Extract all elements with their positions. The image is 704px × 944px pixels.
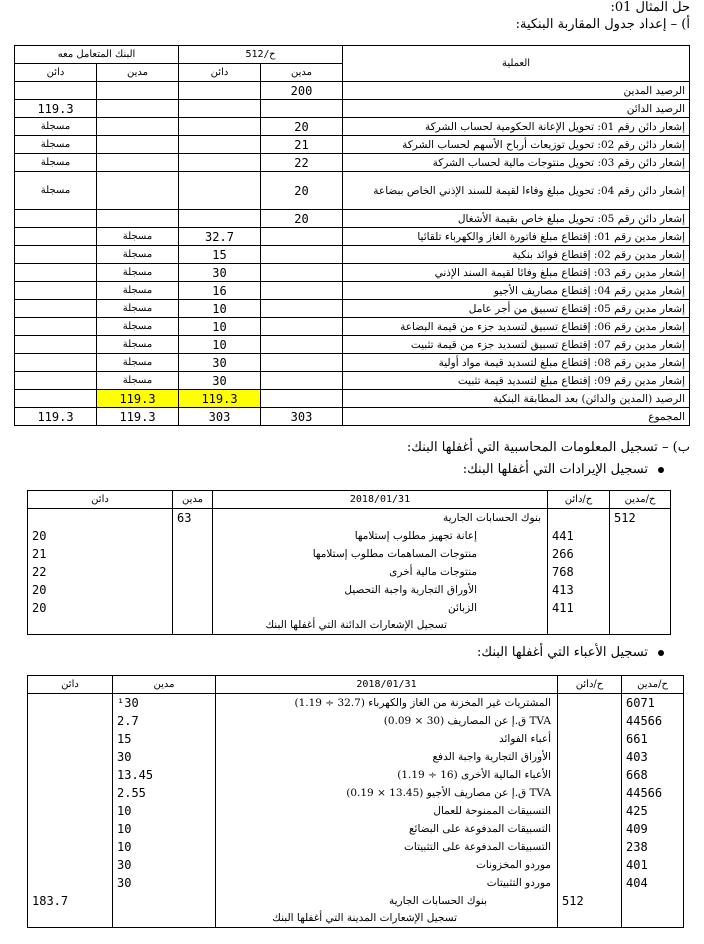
credit-account: 266 xyxy=(548,545,610,563)
table-row xyxy=(15,210,690,228)
debit-account xyxy=(610,563,671,581)
section-b-heading: ب) – تسجيل المعلومات المحاسبية التي أغفلها البنك: xyxy=(406,440,690,455)
journal-row xyxy=(28,784,684,802)
bank-credit-cell: مسجلة xyxy=(15,118,97,136)
credit-amount xyxy=(28,712,113,730)
debit-account: 44566 xyxy=(622,784,684,802)
debit-account xyxy=(610,581,671,599)
bank-debit-cell: مسجلة xyxy=(97,372,179,390)
bank-credit-cell xyxy=(15,300,97,318)
empty-cell xyxy=(610,617,671,635)
expenses-journal-table xyxy=(27,675,684,928)
bank-credit-cell xyxy=(15,390,97,408)
account-credit-cell: 32.7 xyxy=(179,228,261,246)
bank-debit-cell xyxy=(97,136,179,154)
bank-credit-cell: مسجلة xyxy=(15,172,97,210)
table-row xyxy=(15,336,690,354)
bank-debit-cell xyxy=(97,154,179,172)
entry-description: الأعباء المالية الأخرى (16 ÷ 1.19) xyxy=(216,766,558,784)
bank-debit-cell xyxy=(97,118,179,136)
entry-description: التسبيقات المدفوعة على البضائع xyxy=(216,820,558,838)
operation-cell: إشعار مدين رقم 08: إقتطاع مبلغ لتسديد قيمة مواد أولية xyxy=(343,354,690,372)
debit-amount: 30 xyxy=(113,748,216,766)
empty-cell xyxy=(28,617,173,635)
table-row xyxy=(15,118,690,136)
bank-credit-cell: 119.3 xyxy=(15,100,97,118)
entry-description: الأوراق التجارية واجبة الدفع xyxy=(216,748,558,766)
subheader-account-debit: مدين xyxy=(261,64,343,82)
operation-cell: إشعار مدين رقم 06: إقتطاع تسبيق لتسديد جزء من قيمة البضاعة xyxy=(343,318,690,336)
entry-description: التسبيقات الممنوحة للعمال xyxy=(216,802,558,820)
operation-cell: إشعار دائن رقم 03: تحويل منتوجات مالية لحساب الشركة xyxy=(343,154,690,172)
entry-description: بنوك الحسابات الجارية xyxy=(216,892,558,910)
entry-description: إعانة تجهيز مطلوب إستلامها xyxy=(213,527,548,545)
account-credit-cell: 15 xyxy=(179,246,261,264)
entry-description: موردو المخزونات xyxy=(216,856,558,874)
credit-account: 413 xyxy=(548,581,610,599)
debit-amount: 30 xyxy=(113,874,216,892)
account-debit-cell xyxy=(261,318,343,336)
debit-amount xyxy=(173,563,213,581)
credit-amount: 22 xyxy=(28,563,173,581)
debit-account xyxy=(610,545,671,563)
bank-debit-cell xyxy=(97,82,179,100)
exp-header-date: 2018/01/31 xyxy=(216,676,558,694)
operation-cell: الرصيد المدين xyxy=(343,82,690,100)
header-bank: البنك المتعامل معه xyxy=(15,46,179,64)
section-a-heading: أ) – إعداد جدول المقاربة البنكية: xyxy=(515,17,690,32)
account-debit-cell xyxy=(261,354,343,372)
credit-amount xyxy=(28,766,113,784)
journal-row xyxy=(28,563,671,581)
account-debit-cell: 20 xyxy=(261,210,343,228)
revenues-bullet-label: تسجيل الإيرادات التي أغفلها البنك: xyxy=(462,462,648,477)
rev-header-debit: مدين xyxy=(173,491,213,509)
credit-amount xyxy=(28,509,173,527)
account-credit-cell xyxy=(179,172,261,210)
account-credit-cell: 10 xyxy=(179,336,261,354)
credit-account xyxy=(558,856,622,874)
entry-description: منتوجات مالية أخرى xyxy=(213,563,548,581)
account-credit-cell xyxy=(179,136,261,154)
bank-debit-cell xyxy=(97,100,179,118)
credit-account: 411 xyxy=(548,599,610,617)
empty-cell xyxy=(558,910,622,928)
journal-row xyxy=(28,694,684,712)
header-account-512: ح/512 xyxy=(179,46,343,64)
operation-cell: إشعار دائن رقم 01: تحويل الإعانة الحكومية لحساب الشركة xyxy=(343,118,690,136)
credit-account xyxy=(558,712,622,730)
journal-row xyxy=(28,766,684,784)
operation-cell: إشعار مدين رقم 04: إقتطاع مصاريف الأجيو xyxy=(343,282,690,300)
debit-account: 409 xyxy=(622,820,684,838)
bank-credit-cell xyxy=(15,246,97,264)
empty-cell xyxy=(622,910,684,928)
subheader-bank-credit: دائن xyxy=(15,64,97,82)
bank-reconciliation-table xyxy=(14,45,690,426)
account-debit-cell: 20 xyxy=(261,118,343,136)
empty-cell xyxy=(28,910,113,928)
account-debit-cell: 20 xyxy=(261,172,343,210)
operation-cell: إشعار مدين رقم 02: إقتطاع فوائد بنكية xyxy=(343,246,690,264)
credit-amount xyxy=(28,748,113,766)
bank-credit-cell xyxy=(15,264,97,282)
debit-account: 425 xyxy=(622,802,684,820)
credit-account xyxy=(548,509,610,527)
debit-account: 403 xyxy=(622,748,684,766)
entry-footer: تسجيل الإشعارات المدينة التي أغفلها البنك xyxy=(216,910,558,928)
account-credit-cell xyxy=(179,82,261,100)
table-row xyxy=(15,372,690,390)
account-credit-cell: 10 xyxy=(179,318,261,336)
bank-credit-cell xyxy=(15,82,97,100)
debit-amount xyxy=(173,599,213,617)
operation-cell: إشعار دائن رقم 05: تحويل مبلغ خاص بقيمة الأشغال xyxy=(343,210,690,228)
debit-account: 668 xyxy=(622,766,684,784)
debit-amount: 13.45 xyxy=(113,766,216,784)
table-row xyxy=(15,300,690,318)
journal-row xyxy=(28,581,671,599)
rev-header-date: 2018/01/31 xyxy=(213,491,548,509)
bank-debit-cell: مسجلة xyxy=(97,300,179,318)
operation-cell: إشعار مدين رقم 07: إقتطاع تسبيق لتسديد جزء من قيمة تثبيت xyxy=(343,336,690,354)
journal-row xyxy=(28,545,671,563)
subheader-account-credit: دائن xyxy=(179,64,261,82)
exp-header-debit-account: ح/مدين xyxy=(622,676,684,694)
journal-row xyxy=(28,748,684,766)
journal-row xyxy=(28,527,671,545)
entry-description: TVA ق.إ عن المصاريف (30 × 0.09) xyxy=(216,712,558,730)
bank-credit-cell xyxy=(15,228,97,246)
operation-cell: إشعار دائن رقم 02: تحويل توزيعات أرباح الأسهم لحساب الشركة xyxy=(343,136,690,154)
credit-account xyxy=(558,838,622,856)
bullet-icon xyxy=(658,650,664,656)
entry-description: منتوجات المساهمات مطلوب إستلامها xyxy=(213,545,548,563)
credit-amount xyxy=(28,730,113,748)
entry-description: أعباء الفوائد xyxy=(216,730,558,748)
table-row xyxy=(15,100,690,118)
debit-amount xyxy=(173,581,213,599)
debit-account xyxy=(610,527,671,545)
table-row xyxy=(15,82,690,100)
journal-row xyxy=(28,874,684,892)
credit-account xyxy=(558,820,622,838)
table-row xyxy=(15,228,690,246)
debit-account: 661 xyxy=(622,730,684,748)
entry-description: التسبيقات المدفوعة على التثبيتات xyxy=(216,838,558,856)
exp-header-credit-account: ح/دائن xyxy=(558,676,622,694)
account-credit-cell: 10 xyxy=(179,300,261,318)
credit-amount: 183.7 xyxy=(28,892,113,910)
credit-amount xyxy=(28,802,113,820)
account-debit-cell xyxy=(261,390,343,408)
credit-amount xyxy=(28,856,113,874)
account-debit-cell xyxy=(261,282,343,300)
table-row xyxy=(15,246,690,264)
operation-cell: إشعار مدين رقم 03: إقتطاع مبلغ وفائا لقيمة السند الإذني xyxy=(343,264,690,282)
debit-account: 512 xyxy=(610,509,671,527)
debit-amount: 10 xyxy=(113,820,216,838)
credit-amount xyxy=(28,694,113,712)
debit-amount xyxy=(113,892,216,910)
bullet-icon xyxy=(658,467,664,473)
exp-header-credit: دائن xyxy=(28,676,113,694)
expenses-bullet xyxy=(477,645,664,660)
journal-row xyxy=(28,892,684,910)
journal-row xyxy=(28,856,684,874)
exp-header-debit: مدين xyxy=(113,676,216,694)
journal-row xyxy=(28,599,671,617)
table-row xyxy=(15,154,690,172)
credit-account xyxy=(558,766,622,784)
table-row xyxy=(15,172,690,210)
entry-description: الزبائن xyxy=(213,599,548,617)
bank-credit-cell: مسجلة xyxy=(15,154,97,172)
debit-amount xyxy=(173,527,213,545)
credit-account xyxy=(558,874,622,892)
header-operation: العملية xyxy=(343,46,690,82)
table-row xyxy=(15,390,690,408)
account-debit-cell: 21 xyxy=(261,136,343,154)
operation-cell: إشعار مدين رقم 01: إقتطاع مبلغ فاتورة الغاز والكهرباء تلقائيا xyxy=(343,228,690,246)
bank-debit-cell: مسجلة xyxy=(97,264,179,282)
account-debit-cell xyxy=(261,300,343,318)
operation-cell: إشعار دائن رقم 04: تحويل مبلغ وفاءا لقيمة للسند الإذني الخاص ببضاعة xyxy=(343,172,690,210)
account-credit-cell: 30 xyxy=(179,264,261,282)
account-debit-cell xyxy=(261,372,343,390)
account-debit-cell xyxy=(261,228,343,246)
bank-debit-cell: مسجلة xyxy=(97,336,179,354)
empty-cell xyxy=(548,617,610,635)
account-debit-cell xyxy=(261,336,343,354)
debit-account: 404 xyxy=(622,874,684,892)
account-credit-cell: 30 xyxy=(179,354,261,372)
operation-cell: الرصيد الدائن xyxy=(343,100,690,118)
entry-description: TVA ق.إ عن مصاريف الأجيو (13.45 × 0.19) xyxy=(216,784,558,802)
journal-footer-row xyxy=(28,910,684,928)
entry-description: المشتريات غير المخزنة من الغاز والكهرباء (32.7 ÷ 1.19) xyxy=(216,694,558,712)
rev-header-credit-account: ح/دائن xyxy=(548,491,610,509)
credit-amount: 20 xyxy=(28,527,173,545)
operation-cell: إشعار مدين رقم 09: إقتطاع مبلغ لتسديد قيمة تثبيت xyxy=(343,372,690,390)
bank-debit-cell: مسجلة xyxy=(97,228,179,246)
entry-footer: تسجيل الإشعارات الدائنة التي أغفلها البنك xyxy=(213,617,548,635)
account-credit-cell xyxy=(179,154,261,172)
account-debit-cell: 200 xyxy=(261,82,343,100)
journal-row xyxy=(28,820,684,838)
bank-debit-cell: مسجلة xyxy=(97,246,179,264)
bank-debit-cell xyxy=(97,210,179,228)
entry-description: بنوك الحسابات الجارية xyxy=(213,509,548,527)
credit-amount xyxy=(28,820,113,838)
account-credit-cell xyxy=(179,100,261,118)
debit-amount: 63 xyxy=(173,509,213,527)
credit-account xyxy=(558,784,622,802)
account-debit-cell xyxy=(261,246,343,264)
credit-account xyxy=(558,802,622,820)
credit-account xyxy=(558,694,622,712)
bank-credit-cell: 119.3 xyxy=(15,408,97,426)
journal-row xyxy=(28,802,684,820)
account-credit-cell: 303 xyxy=(179,408,261,426)
account-debit-cell: 22 xyxy=(261,154,343,172)
empty-cell xyxy=(113,910,216,928)
account-debit-cell xyxy=(261,100,343,118)
debit-amount: ¹30 xyxy=(113,694,216,712)
bank-credit-cell: مسجلة xyxy=(15,136,97,154)
debit-account xyxy=(610,599,671,617)
bank-credit-cell xyxy=(15,354,97,372)
credit-account: 441 xyxy=(548,527,610,545)
entry-description: موردو التثبيتات xyxy=(216,874,558,892)
journal-row xyxy=(28,838,684,856)
account-credit-cell: 16 xyxy=(179,282,261,300)
credit-amount xyxy=(28,838,113,856)
credit-amount: 21 xyxy=(28,545,173,563)
bank-debit-cell: مسجلة xyxy=(97,354,179,372)
debit-account: 6071 xyxy=(622,694,684,712)
credit-amount: 20 xyxy=(28,581,173,599)
table-row xyxy=(15,136,690,154)
table-row xyxy=(15,354,690,372)
account-credit-cell: 119.3 xyxy=(179,390,261,408)
credit-account: 512 xyxy=(558,892,622,910)
credit-amount xyxy=(28,784,113,802)
debit-amount: 2.7 xyxy=(113,712,216,730)
bank-credit-cell xyxy=(15,282,97,300)
table-row xyxy=(15,318,690,336)
bank-credit-cell xyxy=(15,372,97,390)
credit-account xyxy=(558,748,622,766)
account-credit-cell xyxy=(179,210,261,228)
empty-cell xyxy=(173,617,213,635)
operation-cell: الرصيد (المدين والدائن) بعد المطابقة البنكية xyxy=(343,390,690,408)
journal-row xyxy=(28,730,684,748)
debit-amount xyxy=(173,545,213,563)
credit-amount: 20 xyxy=(28,599,173,617)
page-title: حل المثال 01: xyxy=(610,0,690,15)
table-row xyxy=(15,408,690,426)
rev-header-debit-account: ح/مدين xyxy=(610,491,671,509)
credit-amount xyxy=(28,874,113,892)
bank-credit-cell xyxy=(15,210,97,228)
credit-account: 768 xyxy=(548,563,610,581)
subheader-bank-debit: مدين xyxy=(97,64,179,82)
debit-account: 238 xyxy=(622,838,684,856)
operation-cell: المجموع xyxy=(343,408,690,426)
journal-row xyxy=(28,712,684,730)
debit-amount: 30 xyxy=(113,856,216,874)
journal-footer-row xyxy=(28,617,671,635)
bank-debit-cell: مسجلة xyxy=(97,282,179,300)
debit-account xyxy=(622,892,684,910)
operation-cell: إشعار مدين رقم 05: إقتطاع تسبيق من أجر عامل xyxy=(343,300,690,318)
account-debit-cell xyxy=(261,264,343,282)
debit-account: 44566 xyxy=(622,712,684,730)
bank-credit-cell xyxy=(15,318,97,336)
debit-amount: 10 xyxy=(113,838,216,856)
bank-debit-cell: مسجلة xyxy=(97,318,179,336)
table-row xyxy=(15,282,690,300)
expenses-bullet-label: تسجيل الأعباء التي أغفلها البنك: xyxy=(476,645,648,660)
account-credit-cell xyxy=(179,118,261,136)
entry-description: الأوراق التجارية واجبة التحصيل xyxy=(213,581,548,599)
journal-row xyxy=(28,509,671,527)
account-credit-cell: 30 xyxy=(179,372,261,390)
debit-account: 401 xyxy=(622,856,684,874)
revenues-bullet xyxy=(463,462,664,477)
debit-amount: 10 xyxy=(113,802,216,820)
revenues-journal-table xyxy=(27,490,671,635)
bank-debit-cell xyxy=(97,172,179,210)
bank-debit-cell: 119.3 xyxy=(97,390,179,408)
debit-amount: 15 xyxy=(113,730,216,748)
rev-header-credit: دائن xyxy=(28,491,173,509)
bank-debit-cell: 119.3 xyxy=(97,408,179,426)
credit-account xyxy=(558,730,622,748)
debit-amount: 2.55 xyxy=(113,784,216,802)
bank-credit-cell xyxy=(15,336,97,354)
account-debit-cell: 303 xyxy=(261,408,343,426)
table-row xyxy=(15,264,690,282)
